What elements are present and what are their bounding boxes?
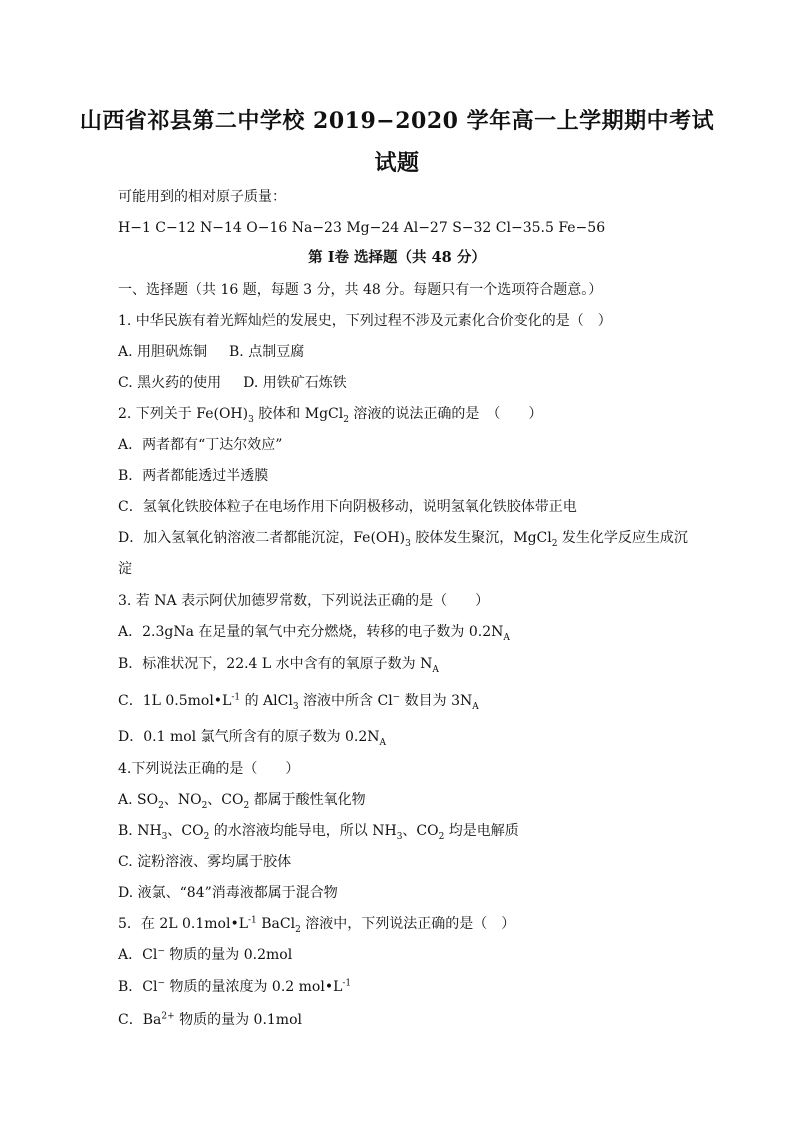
- question-4-option-a: [118, 790, 688, 810]
- atomic-masses: H−1 C−12 N−14 O−16 Na−23 Mg−24 Al−27 S−32 Cl−35.5 Fe−56: [118, 220, 606, 236]
- text: 、CO: [402, 823, 439, 839]
- text: 溶液的说法正确的是 （ ）: [348, 406, 543, 422]
- question-2-option-d: [118, 528, 688, 548]
- intro-label: 可能用到的相对原子质量：: [118, 189, 286, 205]
- superscript: −: [157, 946, 165, 957]
- exam-title-continued: 试题: [374, 150, 420, 176]
- subscript: A: [503, 632, 510, 643]
- question-2-option-b: B．两者都能透过半透膜: [118, 468, 269, 484]
- text: 物质的量为 0.2mol: [164, 947, 293, 963]
- subscript: 2: [438, 831, 445, 842]
- text: D．0.1 mol 氯气所含有的原子数为 0.2N: [118, 729, 380, 745]
- text: 、NO: [163, 792, 202, 808]
- section-instruction: 一、选择题（共 16 题，每题 3 分，共 48 分。每题只有一个选项符合题意。）: [118, 282, 603, 298]
- text: 的 AlCl: [240, 693, 293, 709]
- question-5-option-c: [118, 1010, 688, 1030]
- question-5-stem: [118, 914, 688, 934]
- text: 都属于酸性氧化物: [249, 792, 366, 808]
- text: 2. 下列关于 Fe(OH): [118, 406, 249, 422]
- text: C．1L 0.5mol•L: [118, 693, 232, 709]
- subscript: 2: [203, 831, 210, 842]
- text: B．标准状况下，22.4 L 水中含有的氧原子数为 N: [118, 656, 433, 672]
- text: A．2.3gNa 在足量的氧气中充分燃烧，转移的电子数为 0.2N: [118, 624, 504, 640]
- text: BaCl: [256, 916, 296, 932]
- text: 发生化学反应生成沉: [557, 530, 688, 546]
- text: 、CO: [167, 823, 204, 839]
- question-4-stem: 4.下列说法正确的是（ ）: [118, 761, 300, 777]
- question-2-option-d-continued: 淀: [118, 561, 132, 577]
- superscript: -1: [342, 978, 352, 989]
- question-2-stem: [118, 404, 688, 424]
- text: 均是电解质: [444, 823, 519, 839]
- subscript: 3: [248, 414, 254, 425]
- text: 的水溶液均能导电，所以 NH: [209, 823, 397, 839]
- subscript: 2: [201, 800, 208, 811]
- question-4-option-d: D. 液氯、“84”消毒液都属于混合物: [118, 885, 338, 901]
- option-c: C. 黑火药的使用: [118, 375, 222, 391]
- subscript: A: [472, 701, 479, 712]
- question-2-option-a: A．两者都有“丁达尔效应”: [118, 437, 283, 453]
- text: 5．在 2L 0.1mol•L: [118, 916, 249, 932]
- question-3-option-d: [118, 727, 688, 747]
- question-3-option-a: [118, 622, 688, 642]
- subscript: 2: [295, 924, 301, 935]
- subscript: A: [379, 737, 387, 748]
- subscript: 2: [551, 538, 558, 549]
- superscript: -1: [248, 915, 257, 926]
- question-1-options-ab: [118, 342, 688, 362]
- text: A．Cl: [118, 947, 158, 963]
- superscript: 2+: [161, 1011, 175, 1022]
- text: 溶液中所含 Cl: [298, 693, 393, 709]
- question-2-option-c: C．氢氧化铁胶体粒子在电场作用下向阴极移动，说明氢氧化铁胶体带正电: [118, 499, 577, 515]
- option-b: B. 点制豆腐: [229, 344, 305, 360]
- text: 胶体发生聚沉，MgCl: [410, 530, 552, 546]
- question-1-options-cd: [118, 373, 688, 393]
- text: C．Ba: [118, 1012, 162, 1028]
- question-3-option-b: [118, 654, 688, 674]
- text: A. SO: [118, 792, 159, 808]
- question-5-option-a: [118, 945, 688, 965]
- exam-title: 山西省祁县第二中学校 2019−2020 学年高一上学期期中考试: [79, 108, 715, 134]
- subscript: 3: [396, 831, 403, 842]
- text: D．加入氢氧化钠溶液二者都能沉淀，Fe(OH): [118, 530, 406, 546]
- subscript: 3: [292, 701, 299, 712]
- superscript: −: [157, 978, 166, 989]
- subscript: 2: [343, 414, 349, 425]
- option-d: D. 用铁矿石炼铁: [243, 375, 347, 391]
- text: 胶体和 MgCl: [253, 406, 344, 422]
- text: 溶液中，下列说法正确的是（ ）: [300, 916, 516, 932]
- subscript: 3: [405, 538, 411, 549]
- question-3-option-c: [118, 691, 688, 711]
- subscript: 2: [243, 800, 250, 811]
- text: 数目为 3N: [400, 693, 473, 709]
- text: B. NH: [118, 823, 162, 839]
- superscript: −: [392, 692, 401, 703]
- subscript: 3: [161, 831, 168, 842]
- text: 、CO: [207, 792, 244, 808]
- option-a: A. 用胆矾炼铜: [118, 344, 208, 360]
- text: 物质的量为 0.1mol: [174, 1012, 302, 1028]
- question-5-option-b: [118, 977, 688, 997]
- subscript: A: [432, 664, 439, 675]
- text: 物质的量浓度为 0.2 mol•L: [165, 979, 343, 995]
- question-4-option-b: [118, 821, 688, 841]
- question-4-option-c: C. 淀粉溶液、雾均属于胶体: [118, 854, 292, 870]
- question-3-stem: 3. 若 NA 表示阿伏加德罗常数，下列说法正确的是（ ）: [118, 593, 490, 609]
- text: B．Cl: [118, 979, 158, 995]
- superscript: -1: [231, 692, 241, 703]
- section-heading: 第 Ⅰ卷 选择题（共 48 分）: [308, 249, 486, 266]
- question-1-stem: 1. 中华民族有着光辉灿烂的发展史，下列过程不涉及元素化合价变化的是（ ）: [118, 313, 612, 329]
- subscript: 2: [158, 800, 164, 811]
